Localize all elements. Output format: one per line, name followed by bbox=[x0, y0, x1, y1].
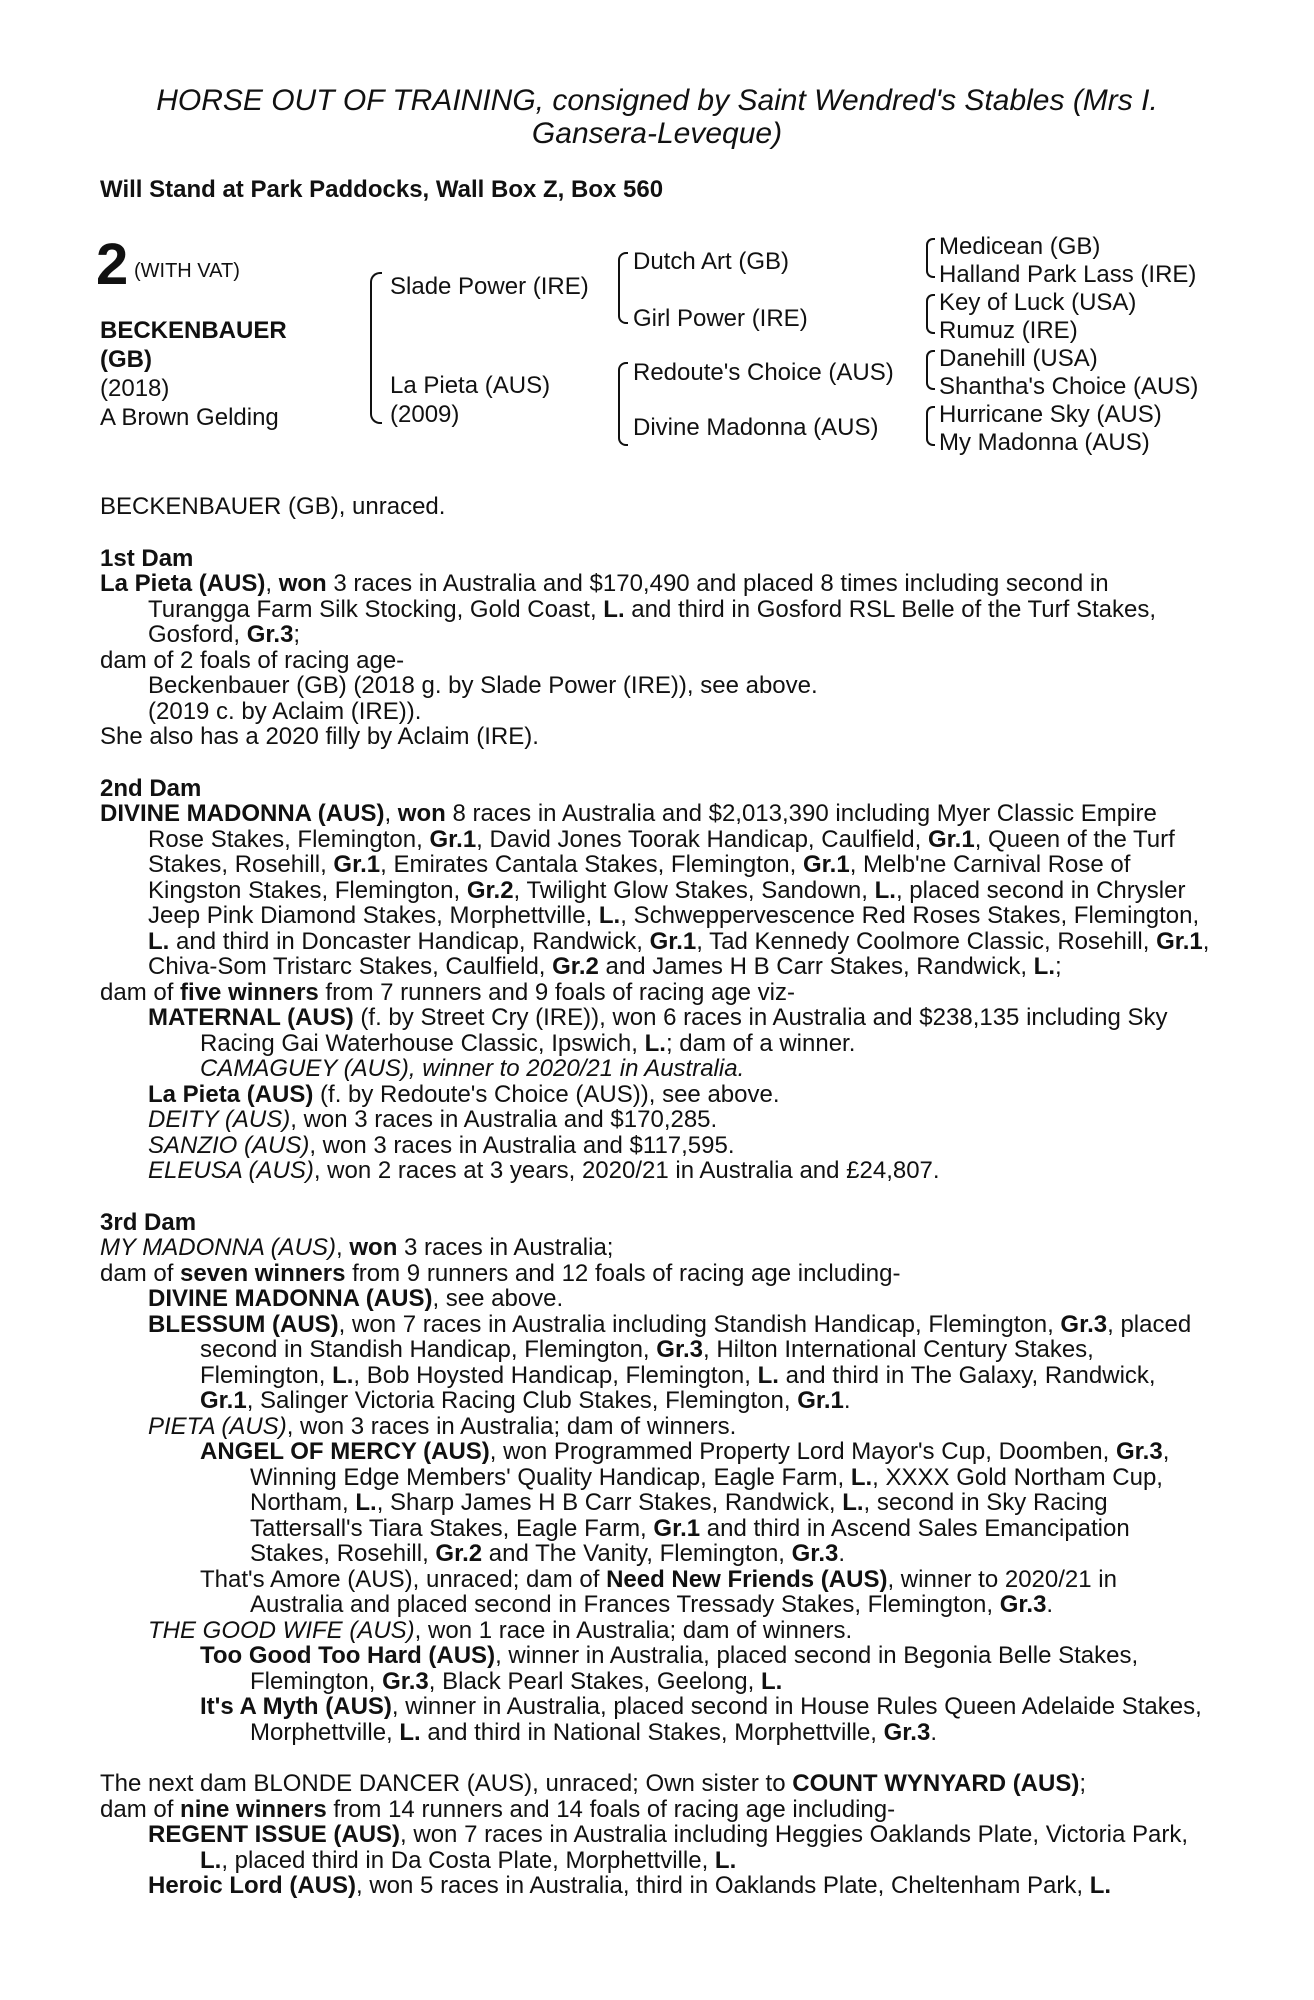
pedigree-brace-dam bbox=[618, 362, 628, 446]
first-dam-text: 3 races in Australia and $170,490 and placed 8 times including second in Turangga Farm Silk Stocking, Gold Coast, bbox=[148, 570, 1109, 623]
record-text: dam of bbox=[100, 1259, 181, 1287]
pedigree-dam: La Pieta (AUS) bbox=[390, 372, 551, 399]
record-text: , winner to 2020/21 in Australia and placed second in Frances Tressady Stakes, Flemington, bbox=[250, 1565, 1117, 1618]
record-text: , won 3 races in Australia; dam of winners. bbox=[286, 1412, 737, 1440]
pedigree-dd: Divine Madonna (AUS) bbox=[633, 414, 879, 441]
race-grade: Gr.3 bbox=[382, 1667, 429, 1695]
third-dam-won: won bbox=[349, 1234, 398, 1261]
winners-count: nine winners bbox=[180, 1795, 327, 1823]
pedigree-ds: Redoute's Choice (AUS) bbox=[633, 359, 894, 386]
progeny-camaguey: CAMAGUEY (AUS), winner to 2020/21 in Australia. bbox=[200, 1055, 745, 1082]
record-text: (f. by Street Cry (IRE)), won 6 races in Australia and $238,135 including Sky Racing Gai Waterhouse Classic, Ipswich, bbox=[200, 1004, 1168, 1057]
progeny-name: DEITY (AUS) bbox=[148, 1106, 291, 1133]
progeny-heroic-lord bbox=[100, 1873, 1210, 1899]
next-dam-damof bbox=[100, 1797, 1210, 1823]
pedigree-brace-parents bbox=[370, 272, 382, 424]
progeny-name: PIETA (AUS) bbox=[148, 1412, 287, 1440]
progeny-too-good-too-hard bbox=[100, 1643, 1210, 1694]
record-text: , Black Pearl Stakes, Geelong, bbox=[428, 1667, 761, 1695]
horse-block bbox=[100, 316, 287, 432]
progeny-its-a-myth bbox=[100, 1694, 1210, 1745]
progeny-name: ELEUSA (AUS) bbox=[148, 1157, 314, 1184]
record-text: , winner in Australia, placed second in Begonia Belle Stakes, Flemington, bbox=[250, 1642, 1139, 1695]
first-dam-text: and third in Gosford RSL Belle of the Turf Stakes, Gosford, bbox=[148, 595, 1157, 648]
race-grade: Gr.3 bbox=[883, 1718, 931, 1746]
record-text: , see above. bbox=[432, 1285, 564, 1312]
progeny-thats-amore bbox=[100, 1567, 1210, 1618]
winners-count: seven winners bbox=[180, 1259, 346, 1287]
next-dam-record bbox=[100, 1771, 1210, 1797]
progeny-name: It's A Myth (AUS) bbox=[200, 1693, 392, 1720]
race-grade: Gr.2 bbox=[466, 876, 514, 904]
record-text: , Chiva-Som Tristarc Stakes, Caulfield, bbox=[148, 927, 1210, 980]
record-text: , Melb'ne Carnival Rose of Kingston Stakes, Flemington, bbox=[148, 851, 1131, 904]
race-grade: Gr.1 bbox=[200, 1387, 247, 1414]
record-text: That's Amore (AUS), unraced; dam of bbox=[200, 1565, 607, 1593]
record-text: and third in Doncaster Handicap, Randwick, bbox=[169, 927, 650, 955]
race-grade: L. bbox=[874, 876, 896, 904]
race-grade: L. bbox=[714, 1846, 737, 1874]
progeny-name: MATERNAL (AUS) bbox=[148, 1004, 354, 1031]
pedigree-brace-dd bbox=[926, 406, 935, 446]
record-text: from 14 runners and 14 foals of racing age including- bbox=[326, 1795, 896, 1823]
race-grade: Gr.1 bbox=[927, 825, 975, 853]
record-text: and third in Ascend Sales Emancipation Stakes, Rosehill, bbox=[250, 1514, 1130, 1567]
pedigree-brace-ds bbox=[926, 350, 935, 390]
record-text: . bbox=[838, 1540, 846, 1567]
record-text: and third in The Galaxy, Randwick, bbox=[778, 1361, 1156, 1389]
record-text: , XXXX Gold Northam Cup, Northam, bbox=[250, 1463, 1163, 1516]
record-text: , Tad Kennedy Coolmore Classic, Rosehill, bbox=[696, 927, 1157, 955]
race-grade: L. bbox=[332, 1361, 354, 1389]
pedigree-sss: Medicean (GB) bbox=[939, 233, 1101, 260]
record-text: 8 races in Australia and $2,013,390 including Myer Classic Empire Rose Stakes, Flemington, bbox=[148, 800, 1157, 853]
record-text: , Queen of the Turf Stakes, Rosehill, bbox=[148, 825, 1175, 878]
second-dam-damof bbox=[100, 980, 1210, 1006]
pedigree-brace-ss bbox=[926, 238, 935, 278]
third-dam-record: MY MADONNA (AUS), won 3 races in Australia; bbox=[100, 1234, 614, 1261]
record-text: from 9 runners and 12 foals of racing age including- bbox=[345, 1259, 901, 1287]
pedigree-notes bbox=[100, 494, 1210, 1899]
pedigree-ss: Dutch Art (GB) bbox=[633, 248, 790, 275]
race-grade: Gr.3 bbox=[1060, 1310, 1108, 1338]
race-grade: L. bbox=[644, 1029, 666, 1057]
pedigree-brace-sd bbox=[926, 294, 935, 334]
race-grade: L. bbox=[850, 1463, 873, 1491]
progeny-deity bbox=[100, 1107, 1210, 1133]
race-grade: L. bbox=[200, 1846, 222, 1874]
horse-name: BECKENBAUER bbox=[100, 317, 287, 344]
race-grade: L. bbox=[1089, 1872, 1112, 1899]
record-text: , won 3 races in Australia and $170,285. bbox=[290, 1106, 718, 1133]
record-text: . bbox=[843, 1387, 851, 1414]
race-grade: Gr.2 bbox=[552, 953, 599, 980]
race-grade: Gr.1 bbox=[649, 927, 697, 955]
progeny-name: REGENT ISSUE (AUS) bbox=[148, 1821, 401, 1848]
pedigree-brace-sire bbox=[618, 252, 628, 324]
first-dam-foal: (2019 c. by Aclaim (IRE)). bbox=[148, 697, 422, 725]
race-grade: L. bbox=[757, 1361, 779, 1389]
race-grade: L. bbox=[399, 1718, 421, 1746]
record-text: The next dam BLONDE DANCER (AUS), unraced; Own sister to bbox=[100, 1770, 793, 1797]
horse-description: A Brown Gelding bbox=[100, 404, 279, 431]
record-text: 3 races in Australia; bbox=[397, 1234, 614, 1261]
race-grade: Gr.3 bbox=[1115, 1438, 1163, 1465]
first-dam-also: She also has a 2020 filly by Aclaim (IRE). bbox=[100, 723, 539, 750]
record-text: , Winning Edge Members' Quality Handicap, Eagle Farm, bbox=[250, 1438, 1170, 1491]
record-text: and The Vanity, Flemington, bbox=[482, 1540, 792, 1567]
progeny-name: Too Good Too Hard (AUS) bbox=[200, 1642, 496, 1669]
record-text: and third in National Stakes, Morphettville, bbox=[420, 1718, 884, 1746]
record-text: , won 1 race in Australia; dam of winners. bbox=[414, 1616, 853, 1644]
race-grade: Gr.3 bbox=[999, 1591, 1047, 1618]
record-text: , won Programmed Property Lord Mayor's Cup, Doomben, bbox=[489, 1438, 1116, 1465]
record-text: , Emirates Cantala Stakes, Flemington, bbox=[380, 851, 803, 878]
race-grade: L. bbox=[760, 1667, 783, 1695]
record-text: ; bbox=[1055, 953, 1062, 980]
record-text: . bbox=[1046, 1591, 1054, 1618]
record-text: dam of bbox=[100, 1795, 181, 1823]
progeny-la-pieta bbox=[100, 1082, 1210, 1108]
record-text: , Bob Hoysted Handicap, Flemington, bbox=[353, 1361, 758, 1389]
first-dam-damof: dam of 2 foals of racing age- bbox=[100, 646, 405, 674]
record-text: , Schweppervescence Red Roses Stakes, Flemington, bbox=[620, 902, 1200, 929]
progeny-the-good-wife bbox=[100, 1618, 1210, 1644]
race-grade: L. bbox=[355, 1489, 377, 1516]
progeny-blessum bbox=[100, 1312, 1210, 1414]
third-dam-damof bbox=[100, 1261, 1210, 1287]
pedigree-dsd: Shantha's Choice (AUS) bbox=[939, 373, 1199, 400]
race-grade: L. bbox=[598, 902, 621, 929]
race-grade: L. bbox=[603, 595, 625, 623]
horse-year: (2018) bbox=[100, 375, 170, 402]
race-grade: L. bbox=[842, 1489, 864, 1516]
race-grade: Gr.1 bbox=[653, 1514, 701, 1542]
pedigree-dss: Danehill (USA) bbox=[939, 345, 1098, 372]
pedigree-ddd: My Madonna (AUS) bbox=[939, 429, 1150, 456]
progeny-pieta bbox=[100, 1414, 1210, 1440]
race-grade: Gr.1 bbox=[802, 851, 850, 878]
progeny-name: Heroic Lord (AUS) bbox=[148, 1872, 357, 1899]
record-text: , won 7 races in Australia including Heggies Oaklands Plate, Victoria Park, bbox=[400, 1821, 1188, 1848]
consignor-title: HORSE OUT OF TRAINING, consigned by Saint Wendred's Stables (Mrs I. Gansera-Leveque) bbox=[156, 84, 1158, 150]
record-text: , David Jones Toorak Handicap, Caulfield, bbox=[476, 825, 928, 853]
race-grade: Gr.2 bbox=[435, 1540, 483, 1567]
race-grade: L. bbox=[148, 927, 170, 955]
progeny-eleusa bbox=[100, 1158, 1210, 1184]
record-text: , won 2 races at 3 years, 2020/21 in Australia and £24,807. bbox=[313, 1157, 940, 1184]
race-grade: Gr.1 bbox=[1156, 927, 1203, 955]
race-grade: Gr.1 bbox=[333, 851, 381, 878]
record-text: from 7 runners and 9 foals of racing age viz- bbox=[318, 978, 796, 1006]
progeny-name: SANZIO (AUS) bbox=[148, 1131, 310, 1159]
record-text: ; dam of a winner. bbox=[665, 1029, 856, 1057]
pedigree-ssd: Halland Park Lass (IRE) bbox=[939, 261, 1197, 288]
record-text: , won 7 races in Australia including Standish Handicap, Flemington, bbox=[338, 1310, 1061, 1338]
record-text: , placed third in Da Costa Plate, Morphettville, bbox=[221, 1846, 715, 1874]
first-dam-record: La Pieta (AUS), won 3 races in Australia and $170,490 and placed 8 times including second in Turangga Farm Silk Stocking, Gold Coast, L. and third in Gosford RSL Belle of the Turf Stakes, Gosford, Gr.3; bbox=[100, 570, 1157, 648]
progeny-divine-madonna bbox=[100, 1286, 1210, 1312]
record-text: , Twilight Glow Stakes, Sandown, bbox=[513, 876, 875, 904]
race-grade: Gr.1 bbox=[429, 825, 477, 853]
record-text: , second in Sky Racing Tattersall's Tiara Stakes, Eagle Farm, bbox=[250, 1489, 1108, 1542]
record-text: , placed second in Standish Handicap, Flemington, bbox=[200, 1310, 1192, 1363]
first-dam-name: La Pieta (AUS) bbox=[100, 570, 266, 597]
record-text: (f. by Redoute's Choice (AUS)), see above. bbox=[313, 1080, 780, 1108]
first-dam-heading: 1st Dam bbox=[100, 544, 194, 572]
progeny-name: ANGEL OF MERCY (AUS) bbox=[200, 1438, 490, 1465]
progeny-maternal bbox=[100, 1005, 1210, 1056]
record-text: , Salinger Victoria Racing Club Stakes, Flemington, bbox=[246, 1387, 798, 1414]
record-text: , won 5 races in Australia, third in Oaklands Plate, Cheltenham Park, bbox=[356, 1872, 1090, 1899]
second-dam-heading: 2nd Dam bbox=[100, 774, 202, 802]
first-dam-foal: Beckenbauer (GB) (2018 g. by Slade Power (IRE)), see above. bbox=[148, 672, 818, 699]
first-dam-won: won bbox=[278, 570, 327, 597]
pedigree-sds: Key of Luck (USA) bbox=[939, 289, 1137, 316]
record-text: , Sharp James H B Carr Stakes, Randwick, bbox=[376, 1489, 843, 1516]
horse-country: (GB) bbox=[100, 346, 152, 373]
record-text: dam of bbox=[100, 978, 181, 1006]
race-grade: Gr.1 bbox=[797, 1387, 844, 1414]
progeny-regent-issue bbox=[100, 1822, 1210, 1873]
pedigree-dds: Hurricane Sky (AUS) bbox=[939, 401, 1162, 428]
progeny-sanzio bbox=[100, 1133, 1210, 1159]
pedigree-sire: Slade Power (IRE) bbox=[390, 273, 589, 300]
record-text: ; bbox=[1079, 1770, 1087, 1797]
second-dam-name: DIVINE MADONNA (AUS) bbox=[100, 800, 385, 827]
pedigree-sdd: Rumuz (IRE) bbox=[939, 317, 1078, 344]
lot-number: 2 bbox=[96, 232, 129, 297]
third-dam-heading: 3rd Dam bbox=[100, 1208, 197, 1236]
vat-label: (WITH VAT) bbox=[134, 260, 240, 282]
second-dam-record: DIVINE MADONNA (AUS), won 8 races in Australia and $2,013,390 including Myer Classic Empire Rose Stakes, Flemington, Gr.1, David Jones Toorak Handicap, Caulfield, Gr.1, Queen of the Turf Stakes, Rosehill, Gr.1, Emirates Cantala Stakes, Flemington, Gr.1, Melb'ne Carnival Rose of Kingston Stakes, Flemington, Gr.2, Twilight Glow Stakes, Sandown, L., placed second in Chrysler Jeep Pink Diamond Stakes, Morphettville, L., Schweppervescence Red Roses Stakes, Flemington, L. and third in Doncaster Handicap, Randwick, Gr.1, Tad Kennedy Coolmore Classic, Rosehill, Gr.1, Chiva-Som Tristarc Stakes, Caulfield, Gr.2 and James H B Carr Stakes, Randwick, L.; bbox=[100, 800, 1210, 980]
stand-location: Will Stand at Park Paddocks, Wall Box Z, Box 560 bbox=[100, 176, 664, 203]
race-grade: L. bbox=[1033, 953, 1055, 980]
third-dam-name: MY MADONNA (AUS) bbox=[100, 1234, 337, 1261]
progeny-name: DIVINE MADONNA (AUS) bbox=[148, 1285, 433, 1312]
progeny-name: THE GOOD WIFE (AUS) bbox=[148, 1616, 415, 1644]
record-text: . bbox=[930, 1718, 937, 1746]
record-text: , Hilton International Century Stakes, Flemington, bbox=[200, 1336, 1094, 1389]
progeny-name: BLESSUM (AUS) bbox=[148, 1310, 339, 1338]
pedigree-dam-year: (2009) bbox=[390, 401, 460, 428]
intro-line: BECKENBAUER (GB), unraced. bbox=[100, 493, 446, 520]
record-text: , won 3 races in Australia and $117,595. bbox=[309, 1131, 735, 1159]
progeny-name: Need New Friends (AUS) bbox=[606, 1565, 888, 1593]
record-text: and James H B Carr Stakes, Randwick, bbox=[598, 953, 1034, 980]
record-text: , winner in Australia, placed second in House Rules Queen Adelaide Stakes, Morphettville, bbox=[250, 1693, 1202, 1746]
progeny-angel-of-mercy bbox=[100, 1439, 1210, 1567]
race-grade: Gr.3 bbox=[656, 1336, 703, 1363]
winners-count: five winners bbox=[180, 978, 319, 1006]
progeny-name: COUNT WYNYARD (AUS) bbox=[792, 1770, 1080, 1797]
progeny-name: La Pieta (AUS) bbox=[148, 1080, 314, 1108]
race-grade: Gr.3 bbox=[246, 621, 294, 648]
record-text: , placed second in Chrysler Jeep Pink Diamond Stakes, Morphettville, bbox=[148, 876, 1186, 929]
race-grade: Gr.3 bbox=[791, 1540, 839, 1567]
second-dam-won: won bbox=[397, 800, 446, 827]
first-dam-text: ; bbox=[293, 621, 301, 648]
pedigree-sd: Girl Power (IRE) bbox=[633, 305, 808, 332]
